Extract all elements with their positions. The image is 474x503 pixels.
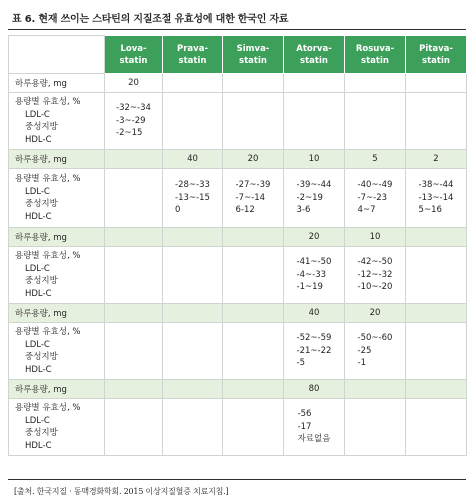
efficacy-value: -25 bbox=[357, 345, 372, 356]
efficacy-values bbox=[358, 332, 393, 370]
efficacy-cell bbox=[223, 323, 284, 380]
dose-label: 하루용량, mg bbox=[9, 304, 105, 323]
efficacy-value: -10~-20 bbox=[357, 282, 393, 293]
dose-cell bbox=[223, 74, 284, 93]
label-ldl: LDL-C bbox=[25, 339, 50, 350]
label-efficacy: 용량별 유효성, % bbox=[15, 403, 81, 413]
dose-cell bbox=[406, 228, 467, 247]
efficacy-value: -2~15 bbox=[116, 128, 143, 139]
efficacy-cell bbox=[345, 247, 406, 304]
efficacy-value: -42~-50 bbox=[357, 257, 393, 268]
statin-efficacy-table bbox=[8, 35, 467, 456]
dose-label: 하루용량, mg bbox=[9, 74, 105, 93]
efficacy-value: -1~19 bbox=[296, 282, 323, 293]
efficacy-value: -13~-15 bbox=[175, 192, 210, 203]
header-corner-cell bbox=[9, 36, 105, 74]
label-tg: 중성지방 bbox=[25, 428, 58, 438]
bottom-rule bbox=[8, 479, 466, 480]
efficacy-cell bbox=[223, 169, 284, 228]
label-hdl: HDL-C bbox=[25, 440, 52, 451]
efficacy-value: -2~19 bbox=[296, 192, 323, 203]
efficacy-values bbox=[175, 179, 210, 217]
label-hdl: HDL-C bbox=[25, 134, 52, 145]
efficacy-label-cell bbox=[9, 247, 105, 304]
label-tg: 중성지방 bbox=[25, 199, 58, 209]
label-hdl: HDL-C bbox=[25, 364, 52, 375]
efficacy-cell bbox=[345, 323, 406, 380]
efficacy-row bbox=[9, 399, 467, 456]
label-ldl: LDL-C bbox=[25, 109, 50, 120]
dose-row bbox=[9, 304, 467, 323]
efficacy-value: -27~-39 bbox=[235, 180, 271, 191]
dose-cell: 2 bbox=[406, 150, 467, 169]
dose-cell: 10 bbox=[284, 150, 345, 169]
efficacy-value: -13~-14 bbox=[418, 192, 454, 203]
label-efficacy: 용량별 유효성, % bbox=[15, 174, 81, 184]
dose-label: 하루용량, mg bbox=[9, 228, 105, 247]
label-ldl: LDL-C bbox=[25, 186, 50, 197]
dose-cell: 5 bbox=[345, 150, 406, 169]
efficacy-cell bbox=[284, 323, 345, 380]
efficacy-value: -21~-22 bbox=[296, 345, 332, 356]
efficacy-row bbox=[9, 169, 467, 228]
efficacy-cell bbox=[105, 169, 163, 228]
dose-cell bbox=[163, 74, 223, 93]
dose-cell: 40 bbox=[284, 304, 345, 323]
efficacy-cell bbox=[163, 323, 223, 380]
efficacy-cell bbox=[284, 399, 345, 456]
efficacy-values bbox=[358, 256, 393, 294]
efficacy-cell bbox=[163, 247, 223, 304]
efficacy-label-cell bbox=[9, 169, 105, 228]
efficacy-cell bbox=[406, 93, 467, 150]
efficacy-values bbox=[236, 179, 271, 217]
efficacy-cell bbox=[223, 93, 284, 150]
dose-cell bbox=[105, 380, 163, 399]
dose-cell: 10 bbox=[345, 228, 406, 247]
efficacy-value: -39~-44 bbox=[296, 180, 332, 191]
col-header-lovastatin: Lova- statin bbox=[105, 36, 163, 74]
efficacy-value: -1 bbox=[357, 358, 367, 369]
efficacy-cell bbox=[163, 169, 223, 228]
efficacy-value: 5~16 bbox=[418, 205, 442, 216]
dose-cell bbox=[345, 74, 406, 93]
label-ldl: LDL-C bbox=[25, 263, 50, 274]
efficacy-cell bbox=[406, 247, 467, 304]
efficacy-label-cell bbox=[9, 93, 105, 150]
efficacy-cell bbox=[345, 93, 406, 150]
efficacy-cell bbox=[406, 169, 467, 228]
efficacy-values bbox=[298, 408, 331, 446]
efficacy-cell bbox=[284, 169, 345, 228]
dose-cell bbox=[105, 228, 163, 247]
col-header-pitavastatin: Pitava- statin bbox=[406, 36, 467, 74]
label-hdl: HDL-C bbox=[25, 288, 52, 299]
top-rule bbox=[8, 29, 466, 30]
label-ldl: LDL-C bbox=[25, 415, 50, 426]
source-note: [출처. 한국지질 · 동맥경화학회. 2015 이상지질혈증 치료지침.] bbox=[14, 487, 229, 496]
efficacy-value: -5 bbox=[296, 358, 306, 369]
efficacy-cell bbox=[105, 323, 163, 380]
efficacy-cell bbox=[406, 399, 467, 456]
dose-cell: 20 bbox=[223, 150, 284, 169]
efficacy-cell bbox=[163, 399, 223, 456]
efficacy-value: 3-6 bbox=[296, 205, 311, 216]
efficacy-label-cell bbox=[9, 399, 105, 456]
dose-cell bbox=[163, 380, 223, 399]
dose-cell bbox=[406, 304, 467, 323]
efficacy-cell bbox=[345, 169, 406, 228]
efficacy-cell bbox=[223, 399, 284, 456]
efficacy-value: 4~7 bbox=[357, 205, 376, 216]
efficacy-value: -4~-33 bbox=[296, 269, 327, 280]
efficacy-cell bbox=[105, 247, 163, 304]
efficacy-value: -17 bbox=[297, 421, 312, 432]
table-caption: 표 6. 현재 쓰이는 스타틴의 지질조절 유효성에 대한 한국인 자료 bbox=[12, 14, 289, 25]
efficacy-value: -7~-23 bbox=[357, 192, 388, 203]
efficacy-cell bbox=[284, 247, 345, 304]
dose-cell bbox=[223, 304, 284, 323]
efficacy-value: -7~-14 bbox=[235, 192, 266, 203]
efficacy-value: -52~-59 bbox=[296, 333, 332, 344]
efficacy-value: 6-12 bbox=[235, 205, 255, 216]
efficacy-row bbox=[9, 247, 467, 304]
dose-cell bbox=[163, 304, 223, 323]
efficacy-cell bbox=[105, 93, 163, 150]
dose-cell bbox=[223, 380, 284, 399]
dose-cell: 20 bbox=[345, 304, 406, 323]
efficacy-value: -56 bbox=[297, 409, 312, 420]
dose-row bbox=[9, 380, 467, 399]
dose-label: 하루용량, mg bbox=[9, 380, 105, 399]
label-efficacy: 용량별 유효성, % bbox=[15, 97, 81, 107]
col-header-pravastatin: Prava- statin bbox=[163, 36, 223, 74]
efficacy-value: 0 bbox=[175, 205, 181, 216]
dose-cell bbox=[223, 228, 284, 247]
efficacy-values bbox=[358, 179, 393, 217]
dose-cell bbox=[406, 380, 467, 399]
label-tg: 중성지방 bbox=[25, 352, 58, 362]
label-efficacy: 용량별 유효성, % bbox=[15, 251, 81, 261]
dose-label: 하루용량, mg bbox=[9, 150, 105, 169]
label-tg: 중성지방 bbox=[25, 122, 58, 132]
col-header-rosuvastatin: Rosuva- statin bbox=[345, 36, 406, 74]
dose-cell bbox=[406, 74, 467, 93]
dose-row bbox=[9, 228, 467, 247]
efficacy-cell bbox=[105, 399, 163, 456]
dose-row bbox=[9, 74, 467, 93]
efficacy-cell bbox=[163, 93, 223, 150]
dose-cell: 40 bbox=[163, 150, 223, 169]
efficacy-value: -12~-32 bbox=[357, 269, 393, 280]
efficacy-cell bbox=[223, 247, 284, 304]
efficacy-values bbox=[419, 179, 454, 217]
dose-cell bbox=[345, 380, 406, 399]
col-header-atorvastatin: Atorva- statin bbox=[284, 36, 345, 74]
header-row bbox=[9, 36, 467, 74]
label-tg: 중성지방 bbox=[25, 276, 58, 286]
efficacy-cell bbox=[345, 399, 406, 456]
col-header-simvastatin: Simva- statin bbox=[223, 36, 284, 74]
efficacy-value: -38~-44 bbox=[418, 180, 454, 191]
efficacy-value: -32~-34 bbox=[116, 103, 151, 114]
efficacy-values bbox=[297, 256, 332, 294]
efficacy-value: -50~-60 bbox=[357, 333, 393, 344]
efficacy-values bbox=[297, 332, 332, 370]
dose-cell bbox=[105, 304, 163, 323]
efficacy-row bbox=[9, 93, 467, 150]
efficacy-values bbox=[116, 102, 151, 140]
label-efficacy: 용량별 유효성, % bbox=[15, 327, 81, 337]
label-hdl: HDL-C bbox=[25, 211, 52, 222]
dose-cell: 80 bbox=[284, 380, 345, 399]
efficacy-label-cell bbox=[9, 323, 105, 380]
efficacy-value: -28~-33 bbox=[175, 180, 210, 191]
efficacy-value: 자료없음 bbox=[297, 434, 331, 445]
efficacy-cell bbox=[406, 323, 467, 380]
dose-cell bbox=[163, 228, 223, 247]
efficacy-value: -41~-50 bbox=[296, 257, 332, 268]
dose-cell: 20 bbox=[284, 228, 345, 247]
dose-cell bbox=[105, 150, 163, 169]
efficacy-value: -3~-29 bbox=[116, 115, 146, 126]
efficacy-value: -40~-49 bbox=[357, 180, 393, 191]
dose-row bbox=[9, 150, 467, 169]
efficacy-values bbox=[297, 179, 332, 217]
dose-cell bbox=[284, 74, 345, 93]
dose-cell: 20 bbox=[105, 74, 163, 93]
efficacy-cell bbox=[284, 93, 345, 150]
efficacy-row bbox=[9, 323, 467, 380]
